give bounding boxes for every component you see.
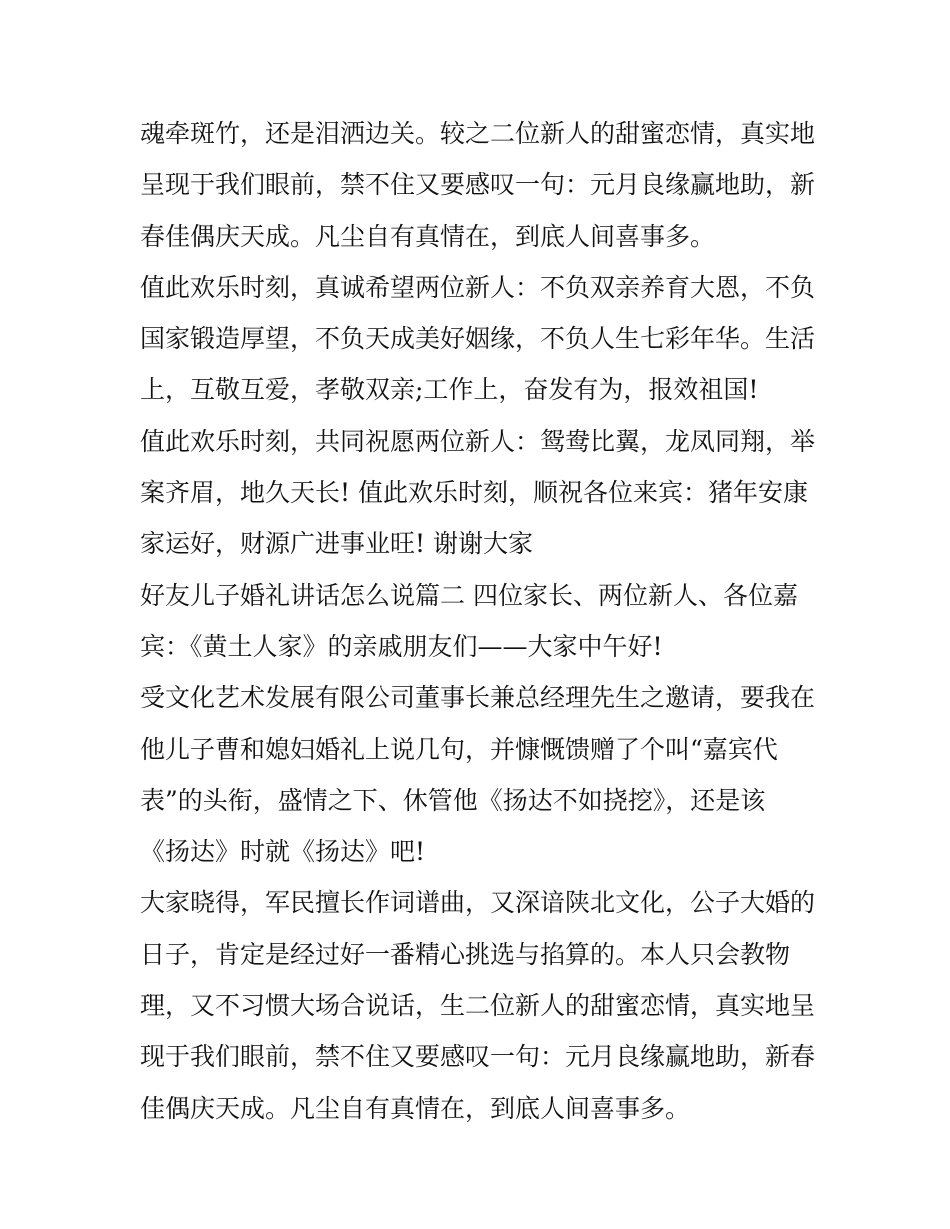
text-line: 呈现于我们眼前，禁不住又要感叹一句：元月良缘赢地助，新 <box>140 170 816 200</box>
text-line: 宾：《黄土人家》的亲戚朋友们——大家中午好! <box>140 631 663 661</box>
text-line: 值此欢乐时刻，共同祝愿两位新人：鸳鸯比翼，龙凤同翔，举 <box>140 426 816 456</box>
text-line: 日子，肯定是经过好一番精心挑选与掐算的。本人只会教物 <box>140 939 791 969</box>
text-line: 家运好，财源广进事业旺! 谢谢大家 <box>140 529 533 559</box>
text-line: 《扬达》时就《扬达》吧! <box>140 837 426 867</box>
text-line: 他儿子曹和媳妇婚礼上说几句，并慷慨馈赠了个叫“嘉宾代 <box>140 734 778 764</box>
text-line: 值此欢乐时刻，真诚希望两位新人：不负双亲养育大恩，不负 <box>140 272 816 302</box>
text-line: 春佳偶庆天成。凡尘自有真情在，到底人间喜事多。 <box>140 221 716 251</box>
text-line: 国家锻造厚望，不负天成美好姻缘，不负人生七彩年华。生活 <box>140 324 816 354</box>
text-line: 上，互敬互爱，孝敬双亲;工作上，奋发有为，报效祖国! <box>140 375 759 405</box>
text-line: 案齐眉，地久天长! 值此欢乐时刻，顺祝各位来宾：猪年安康 <box>140 478 808 508</box>
text-line: 现于我们眼前，禁不住又要感叹一句：元月良缘赢地助，新春 <box>140 1042 816 1072</box>
text-line: 魂牵斑竹，还是泪洒边关。较之二位新人的甜蜜恋情，真实地 <box>140 119 816 148</box>
text-line: 大家晓得，军民擅长作词谱曲，又深谙陕北文化，公子大婚的 <box>140 888 816 918</box>
text-line: 好友儿子婚礼讲话怎么说篇二 四位家长、两位新人、各位嘉 <box>140 580 798 610</box>
document-body <box>140 108 820 1134</box>
text-line: 受文化艺术发展有限公司董事长兼总经理先生之邀请，要我在 <box>140 683 816 713</box>
text-line: 佳偶庆天成。凡尘自有真情在，到底人间喜事多。 <box>140 1093 691 1123</box>
text-line: 理，又不习惯大场合说话，生二位新人的甜蜜恋情，真实地呈 <box>140 991 816 1021</box>
text-line: 表”的头衔，盛情之下、休管他《扬达不如挠挖》，还是该 <box>140 785 766 815</box>
